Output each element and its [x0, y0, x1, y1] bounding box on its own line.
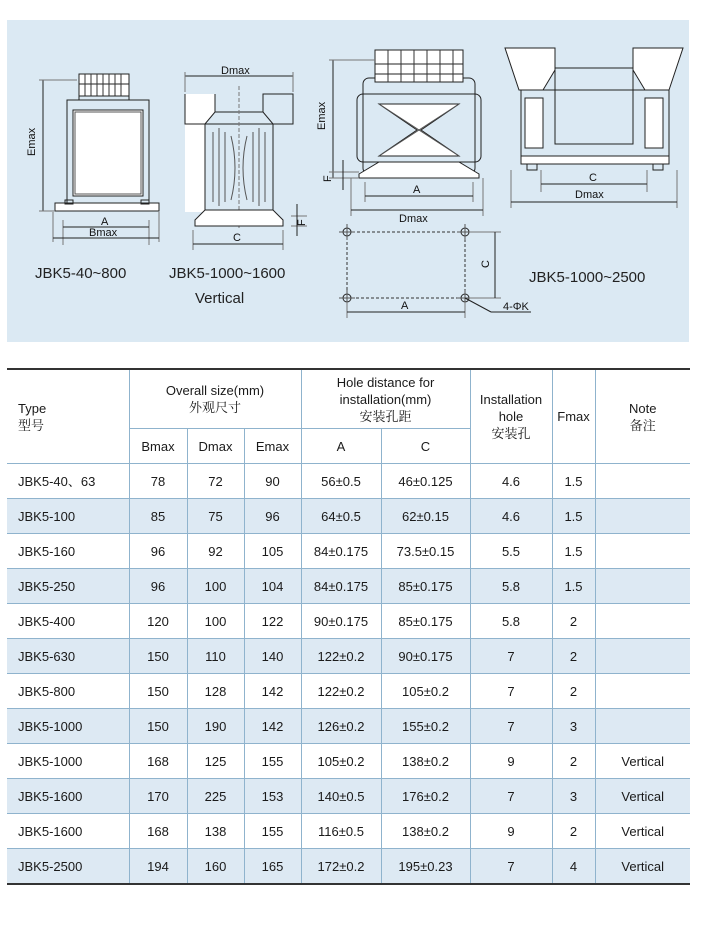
cell-emax: 140 — [244, 639, 301, 674]
label-a-1: A — [101, 216, 109, 228]
cell-type: JBK5-400 — [7, 604, 129, 639]
cell-fmax: 3 — [552, 779, 595, 814]
cell-emax: 122 — [244, 604, 301, 639]
cell-bmax: 168 — [129, 744, 187, 779]
drawing-jbk5-40-800 — [39, 74, 159, 245]
table-row — [7, 849, 690, 885]
cell-hole: 5.8 — [470, 604, 552, 639]
label-c-2: C — [233, 232, 241, 244]
cell-a: 56±0.5 — [301, 464, 381, 499]
cell-a: 90±0.175 — [301, 604, 381, 639]
cell-note — [595, 604, 690, 639]
cell-note — [595, 464, 690, 499]
label-hole: 4-ΦK — [503, 301, 529, 313]
cell-emax: 165 — [244, 849, 301, 885]
cell-hole: 4.6 — [470, 499, 552, 534]
cell-bmax: 194 — [129, 849, 187, 885]
cell-note — [595, 569, 690, 604]
header-inst-en-1: Installation — [479, 392, 543, 407]
cell-emax: 142 — [244, 674, 301, 709]
header-installation-hole — [470, 369, 552, 464]
cell-fmax: 3 — [552, 709, 595, 744]
cell-note: Vertical — [595, 849, 690, 885]
cell-hole: 9 — [470, 814, 552, 849]
table-row — [7, 604, 690, 639]
label-dmax-2: Dmax — [221, 65, 250, 77]
cell-type: JBK5-1000 — [7, 709, 129, 744]
caption-jbk5-40-800: JBK5-40~800 — [35, 265, 127, 282]
cell-dmax: 100 — [187, 569, 244, 604]
table-row — [7, 639, 690, 674]
header-overall-cn: 外观尺寸 — [188, 400, 241, 415]
cell-emax: 155 — [244, 744, 301, 779]
label-c-5: C — [480, 260, 492, 268]
header-overall-en: Overall size(mm) — [165, 383, 265, 398]
cell-dmax: 128 — [187, 674, 244, 709]
cell-c: 46±0.125 — [381, 464, 470, 499]
header-hole-distance — [301, 369, 470, 429]
cell-type: JBK5-160 — [7, 534, 129, 569]
cell-dmax: 160 — [187, 849, 244, 885]
label-c-4: C — [589, 172, 597, 184]
cell-dmax: 92 — [187, 534, 244, 569]
caption-jbk5-1000-1600: JBK5-1000~1600 — [169, 265, 286, 282]
cell-hole: 7 — [470, 674, 552, 709]
cell-note: Vertical — [595, 779, 690, 814]
label-emax-3: Emax — [316, 101, 328, 130]
cell-a: 126±0.2 — [301, 709, 381, 744]
cell-fmax: 2 — [552, 744, 595, 779]
cell-c: 195±0.23 — [381, 849, 470, 885]
header-inst-cn: 安装孔 — [491, 426, 531, 441]
cell-c: 62±0.15 — [381, 499, 470, 534]
cell-dmax: 125 — [187, 744, 244, 779]
header-c: C — [381, 429, 470, 464]
cell-type: JBK5-630 — [7, 639, 129, 674]
label-dmax-4: Dmax — [575, 189, 604, 201]
cell-type: JBK5-250 — [7, 569, 129, 604]
header-overall-size — [129, 369, 301, 429]
table-row — [7, 534, 690, 569]
cell-bmax: 96 — [129, 569, 187, 604]
cell-hole: 5.8 — [470, 569, 552, 604]
caption-jbk5-1000-2500: JBK5-1000~2500 — [529, 269, 646, 286]
header-emax: Emax — [244, 429, 301, 464]
header-type-cn: 型号 — [18, 417, 45, 433]
cell-bmax: 150 — [129, 674, 187, 709]
cell-fmax: 2 — [552, 639, 595, 674]
cell-bmax: 150 — [129, 709, 187, 744]
cell-bmax: 168 — [129, 814, 187, 849]
cell-c: 138±0.2 — [381, 744, 470, 779]
drawing-jbk5-side-view — [329, 50, 483, 216]
table-row — [7, 744, 690, 779]
cell-type: JBK5-2500 — [7, 849, 129, 885]
cell-fmax: 2 — [552, 674, 595, 709]
cell-note — [595, 674, 690, 709]
cell-hole: 5.5 — [470, 534, 552, 569]
cell-bmax: 170 — [129, 779, 187, 814]
label-a-3: A — [413, 184, 421, 196]
cell-hole: 4.6 — [470, 464, 552, 499]
cell-note: Vertical — [595, 744, 690, 779]
label-f-3: F — [322, 175, 334, 182]
cell-fmax: 4 — [552, 849, 595, 885]
cell-note — [595, 639, 690, 674]
cell-dmax: 138 — [187, 814, 244, 849]
drawing-jbk5-1000-1600 — [185, 72, 307, 250]
header-inst-en-2: hole — [498, 409, 524, 424]
cell-emax: 142 — [244, 709, 301, 744]
table-row — [7, 499, 690, 534]
cell-c: 73.5±0.15 — [381, 534, 470, 569]
header-hole-en-1: Hole distance for — [336, 374, 435, 390]
label-emax-1: Emax — [26, 127, 38, 156]
cell-emax: 155 — [244, 814, 301, 849]
cell-bmax: 85 — [129, 499, 187, 534]
cell-a: 64±0.5 — [301, 499, 381, 534]
caption-vertical: Vertical — [195, 290, 245, 307]
label-a-5: A — [401, 300, 409, 312]
drawing-jbk5-1000-2500 — [505, 48, 683, 208]
header-type-en: Type — [18, 400, 47, 416]
cell-fmax: 1.5 — [552, 569, 595, 604]
header-bmax: Bmax — [129, 429, 187, 464]
dimension-drawings — [7, 20, 689, 342]
cell-a: 122±0.2 — [301, 639, 381, 674]
cell-dmax: 100 — [187, 604, 244, 639]
cell-hole: 7 — [470, 779, 552, 814]
cell-a: 116±0.5 — [301, 814, 381, 849]
cell-type: JBK5-40、63 — [7, 464, 129, 499]
cell-c: 90±0.175 — [381, 639, 470, 674]
cell-note: Vertical — [595, 814, 690, 849]
header-note — [595, 369, 690, 464]
cell-bmax: 120 — [129, 604, 187, 639]
cell-a: 122±0.2 — [301, 674, 381, 709]
label-bmax-1: Bmax — [89, 227, 118, 239]
cell-emax: 96 — [244, 499, 301, 534]
cell-bmax: 150 — [129, 639, 187, 674]
cell-emax: 105 — [244, 534, 301, 569]
cell-emax: 104 — [244, 569, 301, 604]
cell-fmax: 1.5 — [552, 534, 595, 569]
cell-c: 85±0.175 — [381, 569, 470, 604]
table-row — [7, 569, 690, 604]
cell-a: 140±0.5 — [301, 779, 381, 814]
header-fmax: Fmax — [552, 369, 595, 464]
header-a: A — [301, 429, 381, 464]
cell-c: 155±0.2 — [381, 709, 470, 744]
cell-dmax: 75 — [187, 499, 244, 534]
cell-dmax: 225 — [187, 779, 244, 814]
cell-hole: 7 — [470, 639, 552, 674]
cell-type: JBK5-1000 — [7, 744, 129, 779]
table-row — [7, 709, 690, 744]
cell-bmax: 96 — [129, 534, 187, 569]
cell-fmax: 1.5 — [552, 464, 595, 499]
cell-note — [595, 499, 690, 534]
cell-a: 105±0.2 — [301, 744, 381, 779]
cell-c: 176±0.2 — [381, 779, 470, 814]
cell-hole: 7 — [470, 709, 552, 744]
cell-hole: 9 — [470, 744, 552, 779]
spec-table — [7, 368, 690, 885]
table-row — [7, 674, 690, 709]
cell-emax: 153 — [244, 779, 301, 814]
cell-c: 85±0.175 — [381, 604, 470, 639]
cell-fmax: 1.5 — [552, 499, 595, 534]
cell-note — [595, 709, 690, 744]
header-hole-cn: 安装孔距 — [359, 408, 412, 424]
label-dmax-3: Dmax — [399, 213, 428, 225]
spec-table-body — [7, 464, 690, 885]
cell-type: JBK5-1600 — [7, 779, 129, 814]
cell-type: JBK5-100 — [7, 499, 129, 534]
table-row — [7, 779, 690, 814]
cell-type: JBK5-800 — [7, 674, 129, 709]
cell-c: 138±0.2 — [381, 814, 470, 849]
cell-dmax: 72 — [187, 464, 244, 499]
cell-note — [595, 534, 690, 569]
technical-drawing-panel — [7, 20, 689, 342]
table-row — [7, 814, 690, 849]
cell-fmax: 2 — [552, 604, 595, 639]
header-note-en: Note — [629, 400, 657, 416]
table-row — [7, 464, 690, 499]
label-f-2: F — [296, 219, 308, 226]
cell-a: 84±0.175 — [301, 569, 381, 604]
cell-a: 172±0.2 — [301, 849, 381, 885]
header-hole-en-2: installation(mm) — [339, 391, 432, 407]
cell-hole: 7 — [470, 849, 552, 885]
header-note-cn: 备注 — [629, 417, 656, 433]
cell-dmax: 190 — [187, 709, 244, 744]
cell-fmax: 2 — [552, 814, 595, 849]
cell-emax: 90 — [244, 464, 301, 499]
cell-type: JBK5-1600 — [7, 814, 129, 849]
cell-c: 105±0.2 — [381, 674, 470, 709]
cell-dmax: 110 — [187, 639, 244, 674]
cell-a: 84±0.175 — [301, 534, 381, 569]
header-dmax: Dmax — [187, 429, 244, 464]
cell-bmax: 78 — [129, 464, 187, 499]
header-type — [7, 369, 129, 464]
